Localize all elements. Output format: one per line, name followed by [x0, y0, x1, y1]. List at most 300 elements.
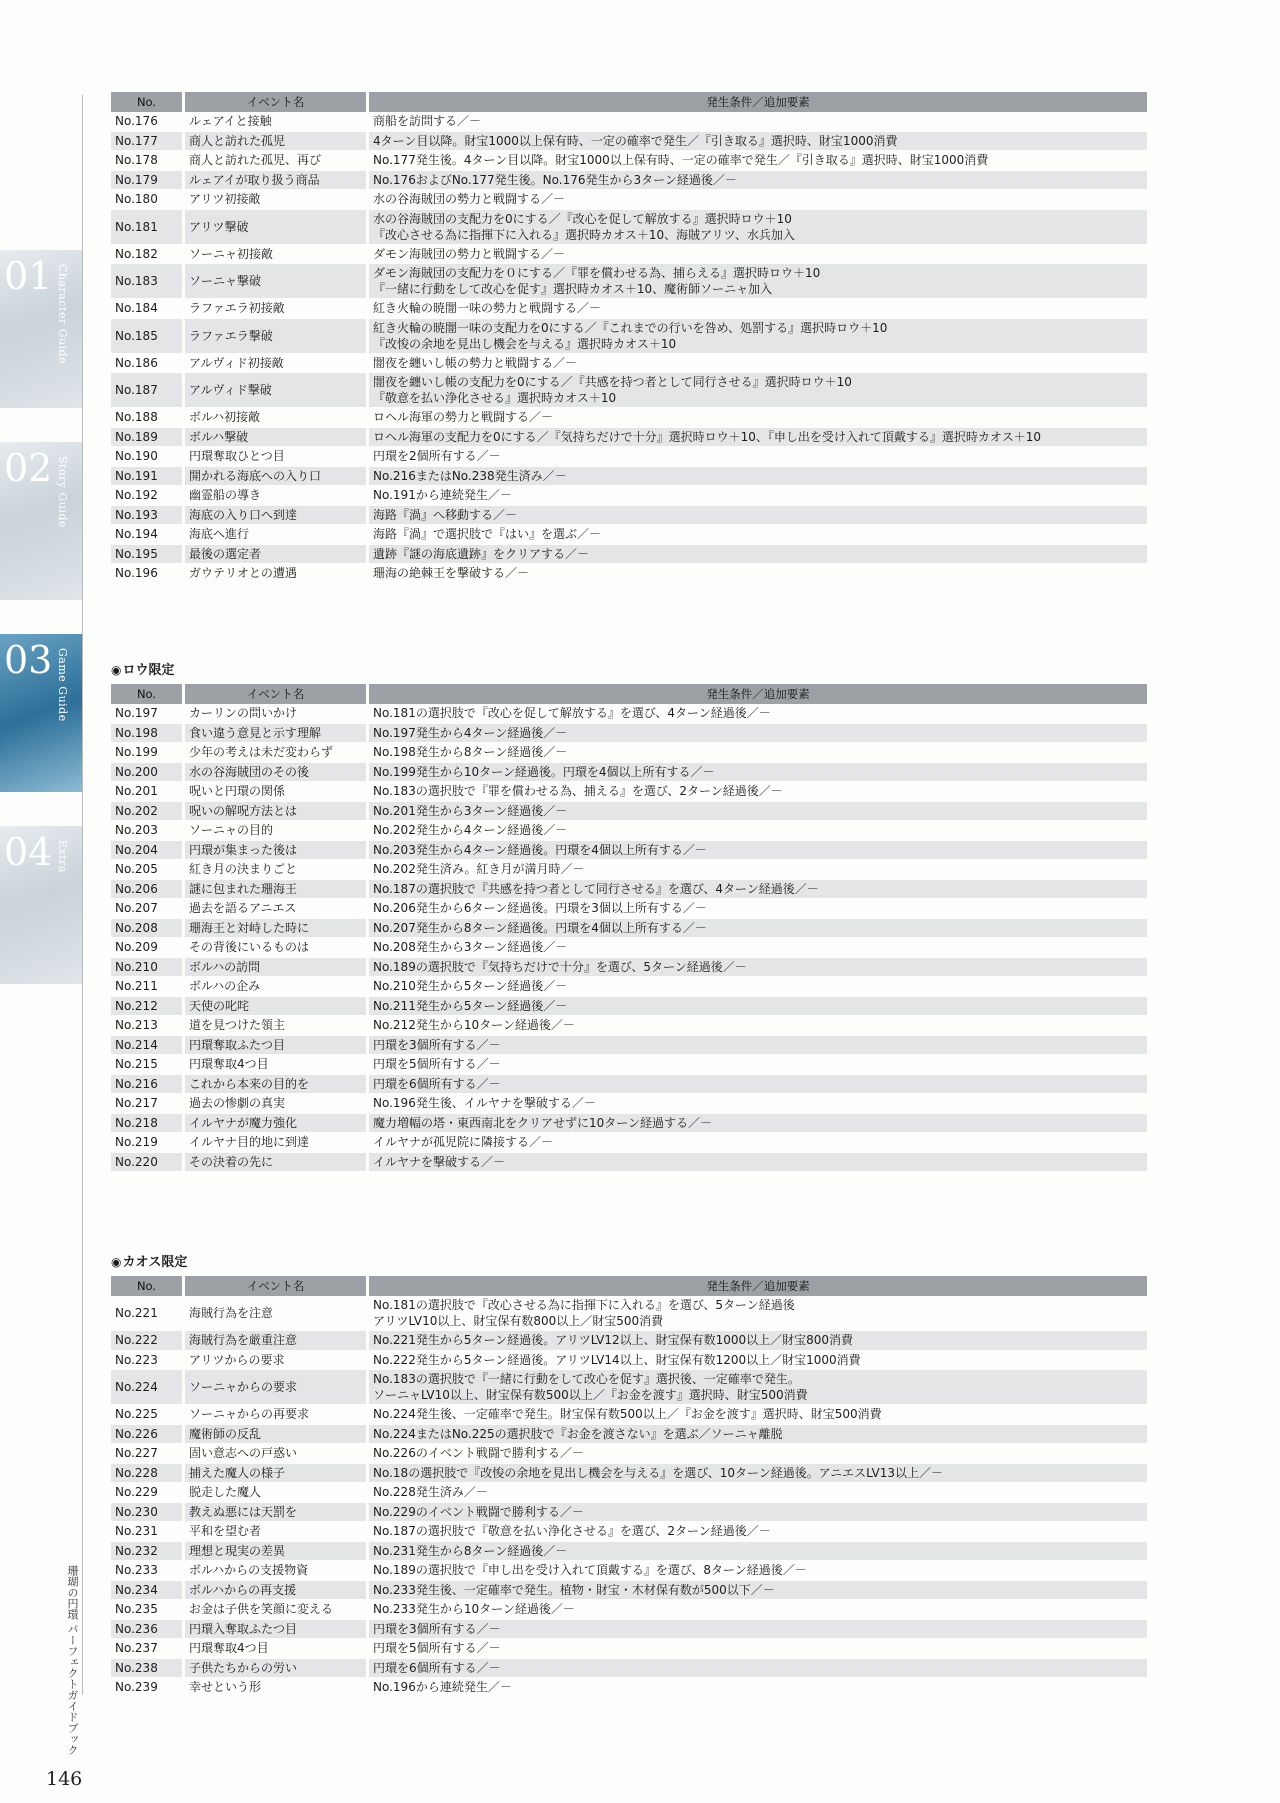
- condition-line: 4ターン目以降。財宝1000以上保有時、一定の確率で発生／『引き取る』選択時、財宝1000消費: [373, 133, 898, 148]
- event-name: 平和を望む者: [185, 1522, 369, 1542]
- condition-line: No.233発生から10ターン経過後／－: [373, 1602, 575, 1617]
- table-row: [111, 1153, 1147, 1173]
- event-number: No.231: [111, 1522, 185, 1542]
- event-name: アリツ撃破: [185, 210, 369, 245]
- table-row: [111, 525, 1147, 545]
- tab-number: 01: [4, 254, 53, 298]
- event-condition: [369, 264, 1147, 299]
- event-number: No.223: [111, 1351, 185, 1371]
- event-condition: [369, 1483, 1147, 1503]
- table-row: [111, 782, 1147, 802]
- table-row: [111, 958, 1147, 978]
- condition-line: No.199発生から10ターン経過後。円環を4個以上所有する／－: [373, 764, 715, 779]
- event-condition: [369, 428, 1147, 448]
- table-row: [111, 132, 1147, 152]
- condition-line: 円環を5個所有する／－: [373, 1641, 501, 1656]
- event-table-common: [111, 92, 1147, 584]
- table-row: [111, 1055, 1147, 1075]
- condition-line: No.183の選択肢で『罪を償わせる為、捕える』を選び、2ターン経過後／－: [373, 784, 783, 799]
- event-condition: [369, 1425, 1147, 1445]
- event-condition: [369, 1405, 1147, 1425]
- table-row: [111, 354, 1147, 374]
- event-condition: [369, 486, 1147, 506]
- header-event-name: イベント名: [185, 1276, 369, 1296]
- event-number: No.213: [111, 1016, 185, 1036]
- condition-line: ソーニャLV10以上、財宝保有数500以上／『お金を渡す』選択時、財宝500消費: [373, 1388, 808, 1402]
- event-number: No.195: [111, 545, 185, 565]
- event-name: ソーニャからの再要求: [185, 1405, 369, 1425]
- table-row: [111, 1133, 1147, 1153]
- condition-line: No.181の選択肢で『改心させる為に指揮下に入れる』を選び、5ターン経過後: [373, 1298, 795, 1312]
- event-number: No.188: [111, 408, 185, 428]
- table-row: [111, 486, 1147, 506]
- event-condition: [369, 132, 1147, 152]
- condition-line: 水の谷海賊団の勢力と戦闘する／－: [373, 192, 566, 207]
- event-condition: [369, 1055, 1147, 1075]
- event-name: 理想と現実の差異: [185, 1542, 369, 1562]
- condition-line: No.208発生から3ターン経過後／－: [373, 940, 568, 955]
- event-condition: [369, 408, 1147, 428]
- header-no: No.: [111, 92, 185, 112]
- table-row: [111, 1620, 1147, 1640]
- condition-line: アリツLV10以上、財宝保有数800以上／財宝500消費: [373, 1314, 664, 1328]
- tab-extra[interactable]: [0, 826, 82, 984]
- event-number: No.238: [111, 1659, 185, 1679]
- event-condition: [369, 525, 1147, 545]
- event-condition: [369, 210, 1147, 245]
- page-number: 146: [46, 1768, 83, 1790]
- event-number: No.214: [111, 1036, 185, 1056]
- condition-line: ロヘル海軍の勢力と戦闘する／－: [373, 410, 554, 425]
- event-name: アリツからの要求: [185, 1351, 369, 1371]
- table-row: [111, 1405, 1147, 1425]
- event-condition: [369, 299, 1147, 319]
- condition-line: 『一緒に行動をして改心を促す』選択時カオス＋10、魔術師ソーニャ加入: [373, 282, 773, 296]
- event-name: ソーニャ初接敵: [185, 245, 369, 265]
- event-condition: [369, 899, 1147, 919]
- event-condition: [369, 1114, 1147, 1134]
- event-number: No.194: [111, 525, 185, 545]
- table-row: [111, 428, 1147, 448]
- table-row: [111, 545, 1147, 565]
- event-number: No.202: [111, 802, 185, 822]
- event-name: 商人と訪れた孤児、再び: [185, 151, 369, 171]
- table-row: [111, 1075, 1147, 1095]
- event-name: ルェアイと接触: [185, 112, 369, 132]
- event-condition: [369, 821, 1147, 841]
- tab-number: 03: [4, 638, 53, 682]
- event-name: 食い違う意見と示す理解: [185, 724, 369, 744]
- chapter-tabs: [0, 250, 82, 1018]
- event-number: No.180: [111, 190, 185, 210]
- event-table: [111, 684, 1147, 1172]
- event-name: アルヴィド撃破: [185, 373, 369, 408]
- event-number: No.196: [111, 564, 185, 584]
- event-number: No.232: [111, 1542, 185, 1562]
- table-row: [111, 1296, 1147, 1331]
- table-row: [111, 821, 1147, 841]
- header-condition: 発生条件／追加要素: [369, 1276, 1147, 1296]
- condition-line: No.18の選択肢で『改悛の余地を見出し機会を与える』を選び、10ターン経過後。アニエスLV13以上／－: [373, 1465, 943, 1480]
- event-name: 円環奪取4つ目: [185, 1055, 369, 1075]
- event-condition: [369, 373, 1147, 408]
- condition-line: No.221発生から5ターン経過後。アリツLV12以上、財宝保有数1000以上／財宝800消費: [373, 1333, 854, 1348]
- event-number: No.203: [111, 821, 185, 841]
- event-number: No.235: [111, 1600, 185, 1620]
- table-row: [111, 841, 1147, 861]
- event-number: No.230: [111, 1503, 185, 1523]
- event-name: 過去の惨劇の真実: [185, 1094, 369, 1114]
- event-table-law: [111, 660, 1147, 1172]
- event-number: No.187: [111, 373, 185, 408]
- event-number: No.207: [111, 899, 185, 919]
- event-condition: [369, 1133, 1147, 1153]
- table-row: [111, 880, 1147, 900]
- condition-line: No.216またはNo.238発生済み／－: [373, 468, 567, 483]
- condition-line: No.183の選択肢で『一緒に行動をして改心を促す』選択後、一定確率で発生。: [373, 1372, 800, 1386]
- condition-line: No.224発生後、一定確率で発生。財宝保有数500以上／『お金を渡す』選択時、財宝500消費: [373, 1407, 882, 1422]
- condition-line: 『改心させる為に指揮下に入れる』選択時カオス＋10、海賊アリツ、水兵加入: [373, 227, 795, 242]
- event-condition: [369, 245, 1147, 265]
- table-row: [111, 1542, 1147, 1562]
- event-condition: [369, 545, 1147, 565]
- table-row: [111, 1114, 1147, 1134]
- event-condition: [369, 171, 1147, 191]
- event-number: No.220: [111, 1153, 185, 1173]
- event-name: 天使の叱咤: [185, 997, 369, 1017]
- event-name: ボルハ撃破: [185, 428, 369, 448]
- event-number: No.219: [111, 1133, 185, 1153]
- condition-line: No.189の選択肢で『気持ちだけで十分』を選び、5ターン経過後／－: [373, 959, 747, 974]
- event-number: No.179: [111, 171, 185, 191]
- table-row: [111, 1370, 1147, 1405]
- condition-line: No.198発生から8ターン経過後／－: [373, 745, 568, 760]
- header-event-name: イベント名: [185, 92, 369, 112]
- table-row: [111, 1581, 1147, 1601]
- table-row: [111, 724, 1147, 744]
- table-row: [111, 564, 1147, 584]
- event-condition: [369, 782, 1147, 802]
- event-number: No.199: [111, 743, 185, 763]
- event-name: 魔術師の反乱: [185, 1425, 369, 1445]
- table-row: [111, 997, 1147, 1017]
- table-row: [111, 1444, 1147, 1464]
- event-number: No.185: [111, 319, 185, 354]
- table-row: [111, 1639, 1147, 1659]
- event-name: イルヤナ目的地に到達: [185, 1133, 369, 1153]
- event-name: ルェアイが取り扱う商品: [185, 171, 369, 191]
- condition-line: 魔力増幅の塔・東西南北をクリアせずに10ターン経過する／－: [373, 1115, 713, 1130]
- event-number: No.239: [111, 1678, 185, 1698]
- table-row: [111, 1522, 1147, 1542]
- table-row: [111, 1351, 1147, 1371]
- event-condition: [369, 704, 1147, 724]
- event-condition: [369, 151, 1147, 171]
- event-name: ガウテリオとの遭遇: [185, 564, 369, 584]
- table-row: [111, 919, 1147, 939]
- condition-line: No.229のイベント戦闘で勝利する／－: [373, 1504, 584, 1519]
- condition-line: 『改悛の余地を見出し機会を与える』選択時カオス＋10: [373, 336, 677, 351]
- event-condition: [369, 1036, 1147, 1056]
- condition-line: No.211発生から5ターン経過後／－: [373, 998, 568, 1013]
- event-condition: [369, 977, 1147, 997]
- event-name: 幸せという形: [185, 1678, 369, 1698]
- table-row: [111, 1016, 1147, 1036]
- event-name: 円環奪取ひとつ目: [185, 447, 369, 467]
- condition-line: 珊海の絶棘王を撃破する／－: [373, 566, 530, 581]
- event-condition: [369, 1075, 1147, 1095]
- event-name: カーリンの問いかけ: [185, 704, 369, 724]
- condition-line: 商船を訪問する／－: [373, 114, 482, 129]
- event-condition: [369, 997, 1147, 1017]
- event-condition: [369, 880, 1147, 900]
- event-number: No.197: [111, 704, 185, 724]
- event-number: No.222: [111, 1331, 185, 1351]
- event-name: ソーニャの目的: [185, 821, 369, 841]
- event-number: No.205: [111, 860, 185, 880]
- event-number: No.225: [111, 1405, 185, 1425]
- event-name: ボルハの企み: [185, 977, 369, 997]
- event-condition: [369, 190, 1147, 210]
- event-number: No.210: [111, 958, 185, 978]
- table-row: [111, 1503, 1147, 1523]
- event-name: ラファエラ撃破: [185, 319, 369, 354]
- event-number: No.211: [111, 977, 185, 997]
- table-row: [111, 704, 1147, 724]
- event-number: No.191: [111, 467, 185, 487]
- condition-line: No.189の選択肢で『申し出を受け入れて頂戴する』を選び、8ターン経過後／－: [373, 1563, 807, 1578]
- table-row: [111, 1464, 1147, 1484]
- event-name: 円環入奪取ふたつ目: [185, 1620, 369, 1640]
- event-condition: [369, 506, 1147, 526]
- condition-line: 紅き火輪の暁闇一味の支配力を0にする／『これまでの行いを咎め、処罰する』選択時ロウ＋10: [373, 320, 888, 335]
- event-name: 海賊行為を厳重注意: [185, 1331, 369, 1351]
- event-condition: [369, 724, 1147, 744]
- condition-line: 円環を6個所有する／－: [373, 1660, 501, 1675]
- event-condition: [369, 564, 1147, 584]
- condition-line: No.202発生から4ターン経過後／－: [373, 823, 568, 838]
- event-number: No.178: [111, 151, 185, 171]
- event-name: 円環が集まった後は: [185, 841, 369, 861]
- event-number: No.226: [111, 1425, 185, 1445]
- event-name: 開かれる海底への入り口: [185, 467, 369, 487]
- event-table: [111, 92, 1147, 584]
- event-number: No.200: [111, 763, 185, 783]
- condition-line: ロヘル海軍の支配力を0にする／『気持ちだけで十分』選択時ロウ＋10、『申し出を受け入れて頂戴する』選択時カオス＋10: [373, 429, 1042, 444]
- event-condition: [369, 1094, 1147, 1114]
- condition-line: No.210発生から5ターン経過後／－: [373, 979, 568, 994]
- event-name: 謎に包まれた珊海王: [185, 880, 369, 900]
- condition-line: 円環を2個所有する／－: [373, 449, 501, 464]
- event-number: No.206: [111, 880, 185, 900]
- event-name: 脱走した魔人: [185, 1483, 369, 1503]
- condition-line: 遺跡『謎の海底遺跡』をクリアする／－: [373, 546, 590, 561]
- event-number: No.184: [111, 299, 185, 319]
- event-table: [111, 1276, 1147, 1698]
- condition-line: イルヤナを撃破する／－: [373, 1154, 506, 1169]
- table-row: [111, 299, 1147, 319]
- table-row: [111, 763, 1147, 783]
- bullet-icon: ◉: [111, 663, 122, 677]
- table-row: [111, 467, 1147, 487]
- margin-line: [82, 95, 83, 1695]
- event-name: ボルハからの再支援: [185, 1581, 369, 1601]
- condition-line: 海路『渦』へ移動する／－: [373, 507, 518, 522]
- event-condition: [369, 802, 1147, 822]
- event-number: No.204: [111, 841, 185, 861]
- event-condition: [369, 1639, 1147, 1659]
- event-condition: [369, 1561, 1147, 1581]
- table-row: [111, 1678, 1147, 1698]
- event-condition: [369, 919, 1147, 939]
- event-name: その決着の先に: [185, 1153, 369, 1173]
- condition-line: No.222発生から5ターン経過後。アリツLV14以上、財宝保有数1200以上／財宝1000消費: [373, 1352, 861, 1367]
- event-number: No.236: [111, 1620, 185, 1640]
- event-number: No.176: [111, 112, 185, 132]
- condition-line: 円環を3個所有する／－: [373, 1621, 501, 1636]
- condition-line: No.203発生から4ターン経過後。円環を4個以上所有する／－: [373, 842, 707, 857]
- event-number: No.209: [111, 938, 185, 958]
- table-row: [111, 112, 1147, 132]
- tab-game-guide[interactable]: [0, 634, 82, 792]
- event-name: 海賊行為を注意: [185, 1296, 369, 1331]
- header-event-name: イベント名: [185, 684, 369, 704]
- event-condition: [369, 1016, 1147, 1036]
- condition-line: 海路『渦』で選択肢で『はい』を選ぶ／－: [373, 527, 602, 542]
- table-header: [111, 1276, 1147, 1296]
- table-row: [111, 447, 1147, 467]
- table-row: [111, 1331, 1147, 1351]
- event-number: No.229: [111, 1483, 185, 1503]
- condition-line: No.196から連続発生／－: [373, 1680, 512, 1695]
- condition-line: ダモン海賊団の支配力を０にする／『罪を償わせる為、捕らえる』選択時ロウ＋10: [373, 266, 821, 280]
- condition-line: No.231発生から8ターン経過後／－: [373, 1543, 568, 1558]
- event-number: No.237: [111, 1639, 185, 1659]
- table-row: [111, 319, 1147, 354]
- event-number: No.221: [111, 1296, 185, 1331]
- condition-line: No.202発生済み。紅き月が満月時／－: [373, 862, 585, 877]
- event-name: アリツ初接敵: [185, 190, 369, 210]
- event-name: 教えぬ悪には天罰を: [185, 1503, 369, 1523]
- condition-line: No.206発生から6ターン経過後。円環を3個以上所有する／－: [373, 901, 707, 916]
- tab-story-guide[interactable]: [0, 442, 82, 600]
- condition-line: No.181の選択肢で『改心を促して解放する』を選び、4ターン経過後／－: [373, 706, 771, 721]
- table-row: [111, 408, 1147, 428]
- event-condition: [369, 447, 1147, 467]
- tab-number: 04: [4, 830, 53, 874]
- event-number: No.217: [111, 1094, 185, 1114]
- section-title-text: ロウ限定: [122, 663, 175, 678]
- event-number: No.228: [111, 1464, 185, 1484]
- condition-line: No.187の選択肢で『敬意を払い浄化させる』を選び、2ターン経過後／－: [373, 1524, 771, 1539]
- event-number: No.201: [111, 782, 185, 802]
- event-name: これから本来の目的を: [185, 1075, 369, 1095]
- event-name: ボルハ初接敵: [185, 408, 369, 428]
- section-title-text: カオス限定: [122, 1255, 188, 1270]
- event-name: 水の谷海賊団のその後: [185, 763, 369, 783]
- event-number: No.233: [111, 1561, 185, 1581]
- table-row: [111, 264, 1147, 299]
- event-number: No.215: [111, 1055, 185, 1075]
- event-number: No.198: [111, 724, 185, 744]
- table-header: [111, 92, 1147, 112]
- condition-line: No.228発生済み／－: [373, 1485, 488, 1500]
- condition-line: 水の谷海賊団の支配力を0にする／『改心を促して解放する』選択時ロウ＋10: [373, 211, 792, 226]
- event-condition: [369, 112, 1147, 132]
- tab-label: Extra: [56, 840, 69, 873]
- event-condition: [369, 1522, 1147, 1542]
- event-name: ラファエラ初接敵: [185, 299, 369, 319]
- event-condition: [369, 1542, 1147, 1562]
- event-number: No.181: [111, 210, 185, 245]
- event-name: 最後の選定者: [185, 545, 369, 565]
- event-condition: [369, 938, 1147, 958]
- table-row: [111, 802, 1147, 822]
- event-name: 子供たちからの労い: [185, 1659, 369, 1679]
- event-name: ソーニャからの要求: [185, 1370, 369, 1405]
- condition-line: No.207発生から8ターン経過後。円環を4個以上所有する／－: [373, 920, 707, 935]
- event-condition: [369, 1678, 1147, 1698]
- event-name: ボルハの訪問: [185, 958, 369, 978]
- event-name: アルヴィド初接敵: [185, 354, 369, 374]
- event-name: 捕えた魔人の様子: [185, 1464, 369, 1484]
- condition-line: No.226のイベント戦闘で勝利する／－: [373, 1446, 584, 1461]
- event-name: イルヤナが魔力強化: [185, 1114, 369, 1134]
- condition-line: No.176およびNo.177発生後。No.176発生から3ターン経過後／－: [373, 172, 737, 187]
- event-condition: [369, 1600, 1147, 1620]
- event-condition: [369, 467, 1147, 487]
- event-number: No.224: [111, 1370, 185, 1405]
- table-row: [111, 1561, 1147, 1581]
- condition-line: No.191から連続発生／－: [373, 488, 512, 503]
- event-number: No.186: [111, 354, 185, 374]
- tab-character-guide[interactable]: [0, 250, 82, 408]
- event-name: 円環奪取ふたつ目: [185, 1036, 369, 1056]
- event-name: 商人と訪れた孤児: [185, 132, 369, 152]
- table-row: [111, 373, 1147, 408]
- event-name: お金は子供を笑顔に変える: [185, 1600, 369, 1620]
- table-row: [111, 171, 1147, 191]
- event-name: 道を見つけた領主: [185, 1016, 369, 1036]
- event-name: 呪いの解呪方法とは: [185, 802, 369, 822]
- event-number: No.234: [111, 1581, 185, 1601]
- event-number: No.227: [111, 1444, 185, 1464]
- event-name: 幽霊船の導き: [185, 486, 369, 506]
- event-number: No.190: [111, 447, 185, 467]
- event-name: 紅き月の決まりごと: [185, 860, 369, 880]
- condition-line: 闇夜を纏いし帳の支配力を0にする／『共感を持つ者として同行させる』選択時ロウ＋10: [373, 375, 852, 389]
- section-title: [111, 1252, 1147, 1273]
- book-title: 珊瑚の円環 パーフェクトガイドブック: [66, 1565, 79, 1756]
- event-name: 呪いと円環の関係: [185, 782, 369, 802]
- table-row: [111, 1036, 1147, 1056]
- tab-label: Story Guide: [56, 456, 69, 528]
- event-condition: [369, 319, 1147, 354]
- header-no: No.: [111, 1276, 185, 1296]
- table-header: [111, 684, 1147, 704]
- event-number: No.212: [111, 997, 185, 1017]
- condition-line: 円環を5個所有する／－: [373, 1057, 501, 1072]
- event-name: 海底へ進行: [185, 525, 369, 545]
- condition-line: 『敬意を払い浄化させる』選択時カオス＋10: [373, 391, 617, 405]
- event-condition: [369, 860, 1147, 880]
- table-row: [111, 1094, 1147, 1114]
- table-row: [111, 938, 1147, 958]
- event-condition: [369, 1620, 1147, 1640]
- table-row: [111, 977, 1147, 997]
- table-row: [111, 210, 1147, 245]
- event-name: その背後にいるものは: [185, 938, 369, 958]
